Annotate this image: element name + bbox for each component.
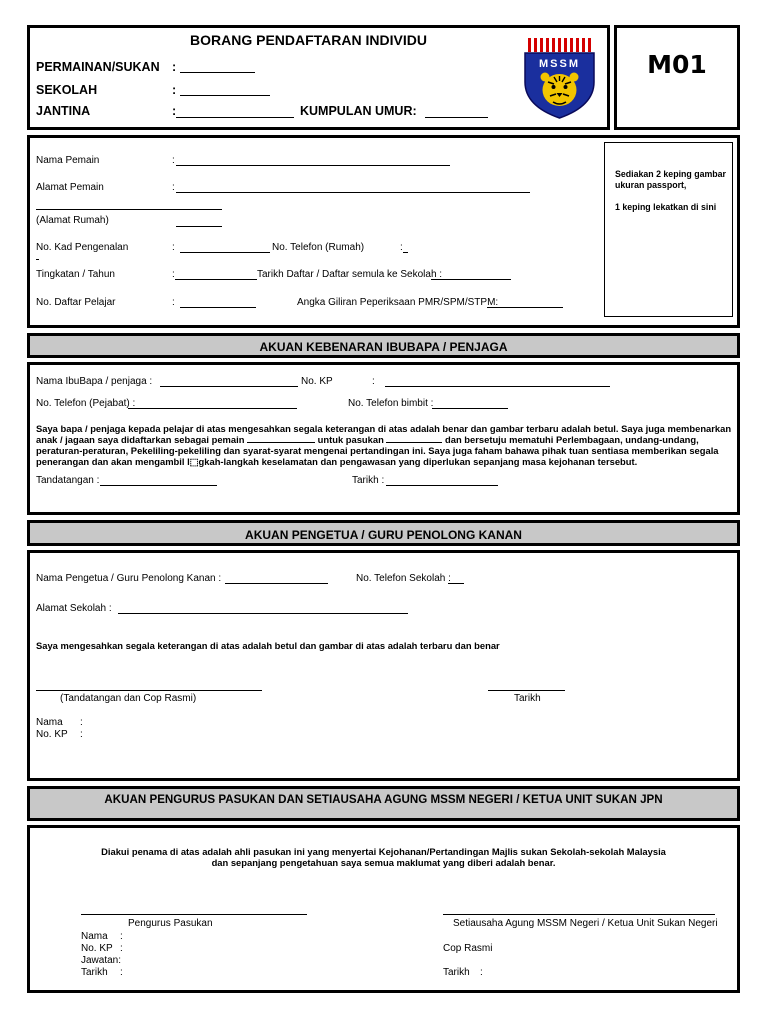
pengurus-label: Pengurus Pasukan	[128, 918, 213, 929]
kad-pengenalan-label: No. Kad Pengenalan	[36, 242, 129, 253]
alamat-pemain-label: Alamat Pemain	[36, 182, 104, 193]
principal-statement: Saya mengesahkan segala keterangan di atas adalah betul dan gambar di atas adalah terbaru dan benar	[36, 640, 500, 651]
tingkatan-field[interactable]	[175, 279, 257, 280]
jantina-label: JANTINA	[36, 104, 91, 118]
telefon-sekolah-field[interactable]	[448, 583, 464, 584]
manager-band	[27, 786, 740, 821]
alamat-sekolah-label: Alamat Sekolah :	[36, 603, 112, 614]
daftar-pelajar-field[interactable]	[180, 307, 256, 308]
principal-kp-label: No. KP	[36, 729, 68, 740]
manager-nama-label: Nama	[81, 931, 108, 942]
parent-declaration-2b: untuk pasukan	[317, 434, 384, 445]
telefon-rumah-label: No. Telefon (Rumah)	[272, 242, 365, 253]
alamat-rumah-label: (Alamat Rumah)	[36, 215, 109, 226]
parent-tandatangan-label: Tandatangan :	[36, 475, 100, 486]
sekolah-label: SEKOLAH	[36, 83, 98, 97]
kad-pengenalan-colon: :	[172, 242, 175, 253]
parent-declaration-line-2	[36, 434, 736, 445]
manager-statement-2: dan sepanjang pengetahuan saya semua maklumat yang diberi adalah benar.	[211, 857, 556, 868]
telefon-pejabat-field[interactable]	[128, 408, 297, 409]
principal-nama-colon: :	[80, 717, 83, 728]
setiausaha-label: Setiausaha Agung MSSM Negeri / Ketua Unit Sukan Negeri	[453, 918, 718, 929]
parent-declaration	[36, 423, 736, 467]
alamat-sekolah-field[interactable]	[118, 613, 408, 614]
parent-tarikh-label: Tarikh :	[352, 475, 385, 486]
parent-declaration-line-3: peraturan-peraturan, Pekeliling-pekeliling dan syarat-syarat mengenai pertandingan ini. Saya juga faham bahawa pihak tuan sentiasa memberikan segala	[36, 445, 719, 456]
manager-tarikh-colon: :	[120, 967, 123, 978]
nama-ibubapa-label: Nama IbuBapa / penjaga :	[36, 376, 153, 387]
parent-tarikh-field[interactable]	[386, 485, 498, 486]
nama-pengetua-field[interactable]	[225, 583, 328, 584]
photo-note-1: Sediakan 2 keping gambar	[615, 169, 726, 179]
angka-giliran-label: Angka Giliran Peperiksaan PMR/SPM/STPM:	[297, 297, 499, 308]
permainan-label: PERMAINAN/SUKAN	[36, 60, 160, 74]
mssm-logo	[520, 36, 598, 120]
telefon-sekolah-label: No. Telefon Sekolah :	[356, 573, 451, 584]
telefon-bimbit-label: No. Telefon bimbit :	[348, 398, 434, 409]
parent-no-kp-label: No. KP	[301, 376, 333, 387]
angka-giliran-field[interactable]	[487, 307, 563, 308]
alamat-rumah-line[interactable]	[36, 209, 222, 210]
telefon-rumah-colon: :	[400, 242, 403, 253]
daftar-pelajar-label: No. Daftar Pelajar	[36, 297, 116, 308]
kad-pengenalan-field[interactable]	[180, 252, 270, 253]
parent-band-title: AKUAN KEBENARAN IBUBAPA / PENJAGA	[259, 340, 508, 354]
parent-declaration-line-4: penerangan dan akan mengambil l⬚gkah-langkah keselamatan dan pengawasan yang diperlukan sepanjang masa kejohanan tersebut.	[36, 456, 638, 467]
parent-declaration-line-1: Saya bapa / penjaga kepada pelajar di atas mengesahkan segala keterangan di atas adalah benar dan gambar terbaru adalah betul. Saya juga membenarkan	[36, 423, 732, 434]
photo-note-2: ukuran passport,	[615, 180, 687, 190]
manager-band-title: AKUAN PENGURUS PASUKAN DAN SETIAUSAHA AGUNG MSSM NEGERI / KETUA UNIT SUKAN JPN	[104, 793, 663, 806]
manager-tarikh-label: Tarikh	[81, 967, 108, 978]
photo-box-mark	[660, 316, 700, 317]
pasukan-field[interactable]	[386, 434, 442, 443]
principal-section	[27, 550, 740, 781]
svg-text:MSSM: MSSM	[539, 58, 580, 70]
parent-declaration-2a: anak / jagaan saya didaftarkan sebagai pemain	[36, 434, 245, 445]
nama-pengetua-label: Nama Pengetua / Guru Penolong Kanan :	[36, 573, 222, 584]
setiausaha-signature-line[interactable]	[443, 914, 715, 915]
tingkatan-mark	[36, 259, 39, 260]
setiausaha-tarikh-colon: :	[480, 967, 483, 978]
principal-band	[27, 520, 740, 546]
manager-kp-label: No. KP	[81, 943, 113, 954]
principal-kp-colon: :	[80, 729, 83, 740]
parent-declaration-2c: dan bersetuju mematuhi Perlembagaan, undang-undang,	[445, 434, 699, 445]
principal-nama-label: Nama	[36, 717, 63, 728]
principal-tarikh-line[interactable]	[488, 690, 565, 691]
sekolah-field[interactable]	[180, 95, 270, 96]
telefon-bimbit-field[interactable]	[432, 408, 508, 409]
sekolah-colon: :	[172, 83, 177, 97]
nama-ibubapa-field[interactable]	[160, 386, 298, 387]
posisi-pemain-field[interactable]	[247, 434, 315, 443]
principal-cop-label: (Tandatangan dan Cop Rasmi)	[60, 693, 197, 704]
daftar-pelajar-colon: :	[172, 297, 175, 308]
pengurus-signature-line[interactable]	[81, 914, 307, 915]
form-code: M01	[647, 50, 707, 79]
tarikh-daftar-label: Tarikh Daftar / Daftar semula ke Sekolah :	[257, 269, 443, 280]
manager-statement-1: Diakui penama di atas adalah ahli pasukan ini yang menyertai Kejohanan/Pertandingan Majlis sukan Sekolah-sekolah Malaysia	[101, 846, 666, 857]
alamat-pemain-colon: :	[172, 182, 175, 193]
setiausaha-tarikh-label: Tarikh	[443, 967, 470, 978]
telefon-pejabat-label: No. Telefon (Pejabat) :	[36, 398, 136, 409]
form-title: BORANG PENDAFTARAN INDIVIDU	[190, 32, 427, 48]
kumpulan-umur-label: KUMPULAN UMUR:	[300, 104, 417, 118]
logo-stripes-icon	[528, 38, 591, 52]
alamat-rumah-field[interactable]	[176, 226, 222, 227]
principal-band-title: AKUAN PENGETUA / GURU PENOLONG KANAN	[245, 528, 522, 542]
parent-tandatangan-field[interactable]	[100, 485, 217, 486]
parent-no-kp-field[interactable]	[385, 386, 610, 387]
permainan-colon: :	[172, 60, 177, 74]
tingkatan-colon: :	[172, 269, 175, 280]
kumpulan-umur-field[interactable]	[425, 117, 488, 118]
jantina-colon: :	[172, 104, 177, 118]
manager-jawatan-label: Jawatan:	[81, 955, 122, 966]
manager-nama-colon: :	[120, 931, 123, 942]
telefon-rumah-field[interactable]	[403, 252, 408, 253]
alamat-pemain-field[interactable]	[176, 192, 530, 193]
jantina-field[interactable]	[176, 117, 294, 118]
parent-no-kp-colon: :	[372, 376, 375, 387]
tingkatan-label: Tingkatan / Tahun	[36, 269, 115, 280]
nama-pemain-colon: :	[172, 155, 175, 166]
photo-note-3: 1 keping lekatkan di sini	[615, 202, 717, 212]
principal-signature-line[interactable]	[36, 690, 262, 691]
nama-pemain-field[interactable]	[176, 165, 450, 166]
principal-tarikh-label: Tarikh	[514, 693, 541, 704]
permainan-field[interactable]	[180, 72, 255, 73]
parent-band	[27, 333, 740, 358]
nama-pemain-label: Nama Pemain	[36, 155, 100, 166]
cop-rasmi-label: Cop Rasmi	[443, 943, 493, 954]
manager-kp-colon: :	[120, 943, 123, 954]
tarikh-daftar-field[interactable]	[431, 279, 511, 280]
